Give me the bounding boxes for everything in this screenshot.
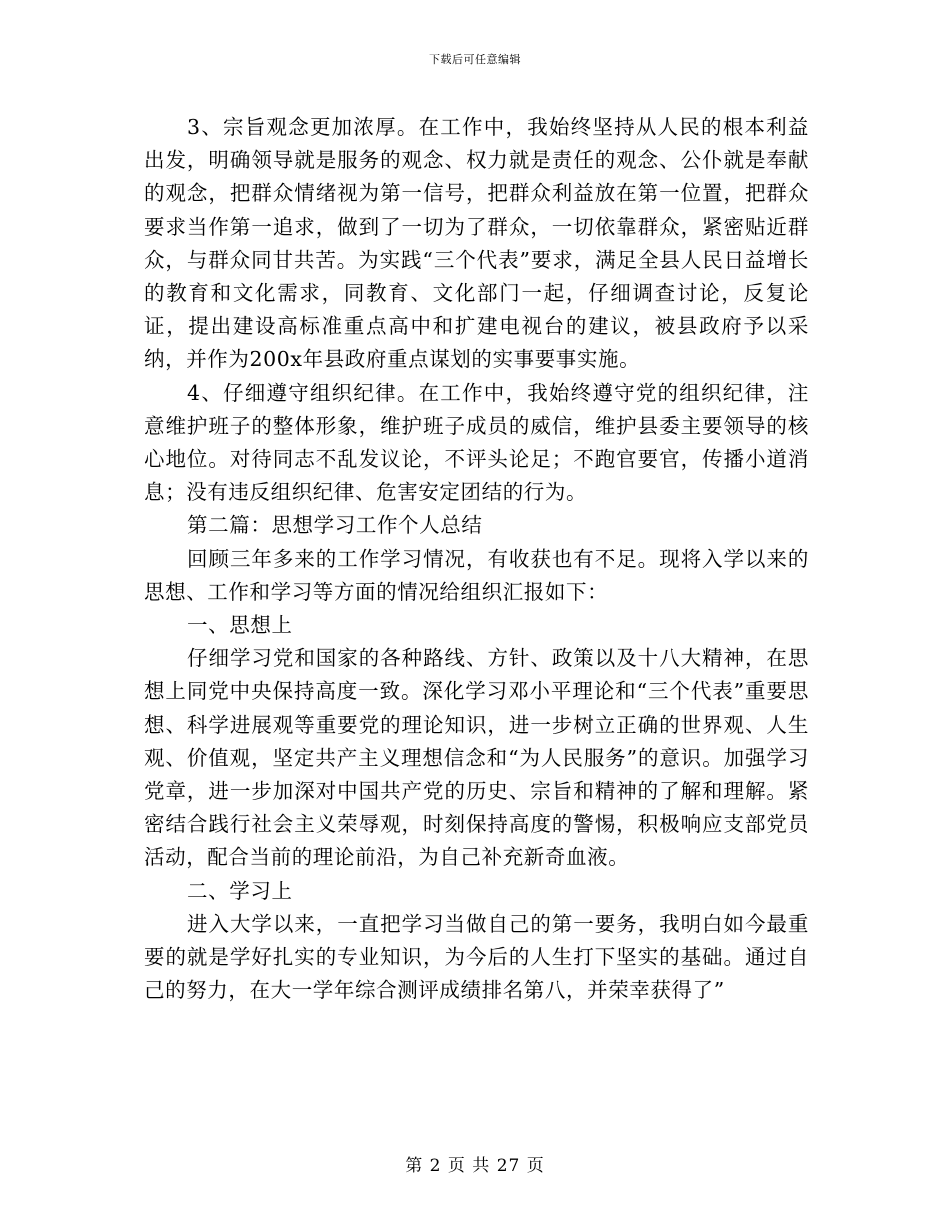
heading-thought: 一、思想上 [187, 613, 293, 638]
paragraph-organizational-discipline: 4、仔细遵守组织纪律。在工作中，我始终遵守党的组织纪律，注意维护班子的整体形象，维护班子成员的威信，维护县委主要领导的核心地位。对待同志不乱发议论，不评头论足；不跑官要官，传播小道消息；没有违反组织纪律、危害安定团结的行为。 [144, 380, 809, 505]
heading-study: 二、学习上 [187, 878, 293, 903]
section-title-part-two: 第二篇：思想学习工作个人总结 [187, 513, 483, 538]
document-body [144, 111, 809, 1007]
paragraph-study: 进入大学以来，一直把学习当做自己的第一要务，我明白如今最重要的就是学好扎实的专业知识，为今后的人生打下坚实的基础。通过自己的努力，在大一学年综合测评成绩排名第八，并荣幸获得了” [144, 911, 809, 1003]
paragraph-purpose-concept: 3、宗旨观念更加浓厚。在工作中，我始终坚持从人民的根本利益出发，明确领导就是服务的观念、权力就是责任的观念、公仆就是奉献的观念，把群众情绪视为第一信号，把群众利益放在第一位置，把群众要求当作第一追求，做到了一切为了群众，一切依靠群众，紧密贴近群众，与群众同甘共苦。为实践“三个代表”要求，满足全县人民日益增长的教育和文化需求，同教育、文化部门一起，仔细调查讨论，反复论证，提出建设高标准重点高中和扩建电视台的建议，被县政府予以采纳，并作为200x年县政府重点谋划的实事要事实施。 [144, 115, 809, 372]
paragraph-thought: 仔细学习党和国家的各种路线、方针、政策以及十八大精神，在思想上同党中央保持高度一致。深化学习邓小平理论和“三个代表”重要思想、科学进展观等重要党的理论知识，进一步树立正确的世界观、人生观、价值观，坚定共产主义理想信念和“为人民服务”的意识。加强学习党章，进一步加深对中国共产党的历史、宗旨和精神的了解和理解。紧密结合践行社会主义荣辱观，时刻保持高度的警惕，积极响应支部党员活动，配合当前的理论前沿，为自己补充新奇血液。 [144, 646, 809, 870]
page-number: 第 2 页 共 27 页 [405, 1156, 545, 1176]
page-header: 下载后可任意编辑 [429, 53, 521, 66]
paragraph-review-intro: 回顾三年多来的工作学习情况，有收获也有不足。现将入学以来的思想、工作和学习等方面的情况给组织汇报如下： [144, 546, 809, 604]
